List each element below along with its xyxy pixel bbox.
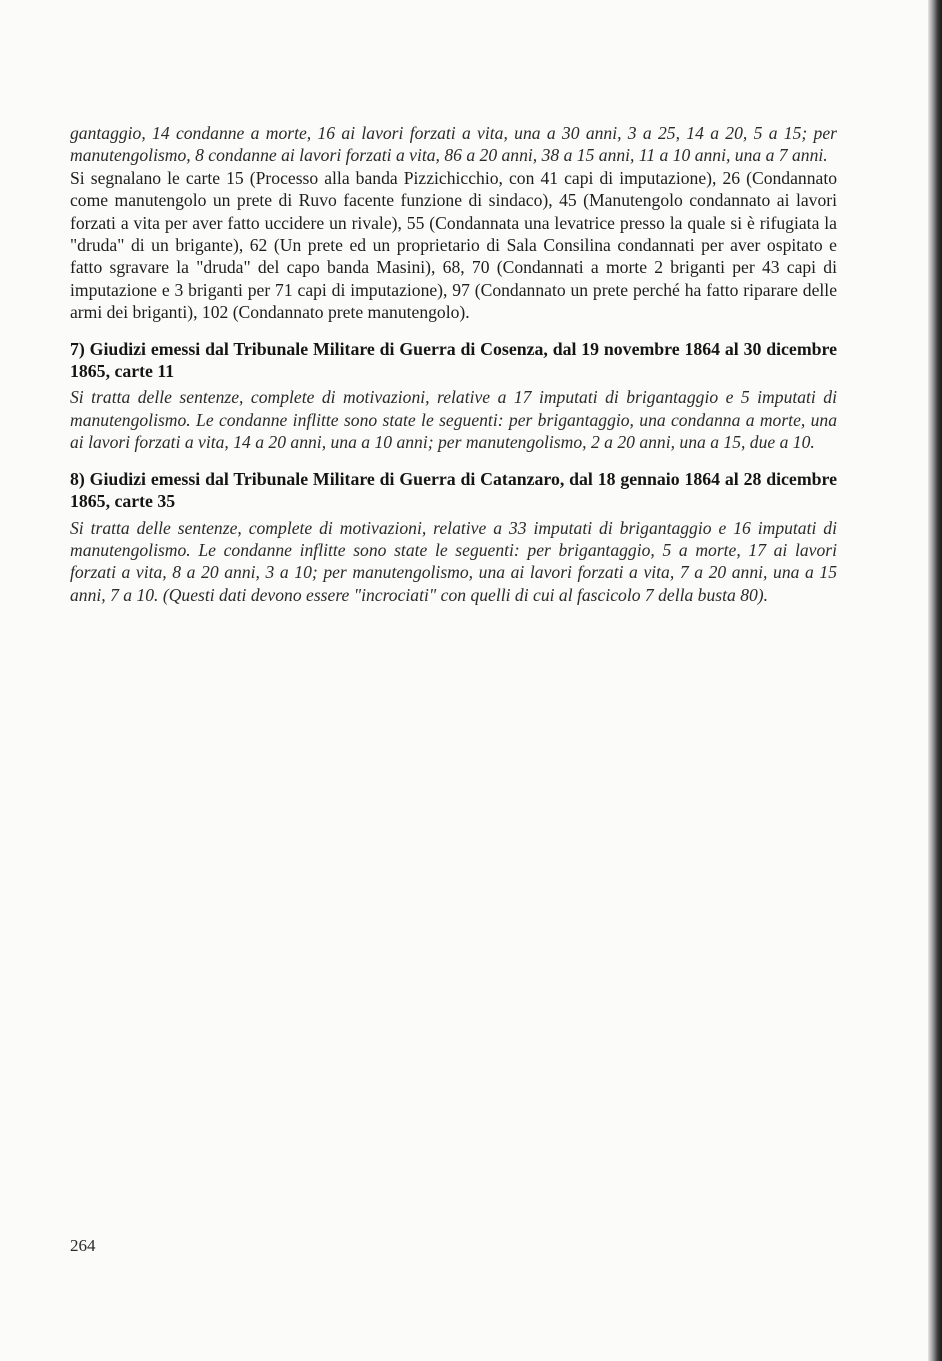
section-7-heading: 7) Giudizi emessi dal Tribunale Militare di Guerra di Cosenza, dal 19 novembre 1864 al 30 dicembre 1865, carte 11 xyxy=(70,338,837,382)
page-number: 264 xyxy=(70,1236,96,1255)
intro-italic-paragraph: gantaggio, 14 condanne a morte, 16 ai lavori forzati a vita, una a 30 anni, 3 a 25, 14 a 20, 5 a 15; per manutengolismo, 8 condanne ai lavori forzati a vita, 86 a 20 anni, 38 a 15 anni, 11 a 10 anni, una a 7 anni. xyxy=(70,123,837,166)
page-body xyxy=(70,122,837,606)
book-binding-edge xyxy=(928,0,942,1361)
section-8-heading: 8) Giudizi emessi dal Tribunale Militare di Guerra di Catanzaro, dal 18 gennaio 1864 al 28 dicembre 1865, carte 35 xyxy=(70,468,837,512)
section-7-body: Si tratta delle sentenze, complete di motivazioni, relative a 17 imputati di brigantaggio e 5 imputati di manutengolismo. Le condanne inflitte sono state le seguenti: per brigantaggio, una condanna a morte, una ai lavori forzati a vita, 14 a 20 anni, una a 10 anni; per manutengolismo, 2 a 20 anni, una a 15, due a 10. xyxy=(70,387,837,453)
intro-notes-paragraph: Si segnalano le carte 15 (Processo alla banda Pizzichicchio, con 41 capi di imputazione), 26 (Condannato come manutengolo un prete di Ruvo facente funzione di sindaco), 45 (Manutengolo condannato ai lavori forzati a vita per aver fatto uccidere un rivale), 55 (Condannata una levatrice presso la quale si è rifugiata la "druda" di un brigante), 62 (Un prete ed un proprietario di Sala Consilina condannati per aver ospitato e fatto sgravare la "druda" del capo banda Masini), 68, 70 (Condannati a morte 2 briganti per 43 capi di imputazione e 3 briganti per 71 capi di imputazione), 97 (Condannato un prete perché ha fatto riparare delle armi dei briganti), 102 (Condannato prete manutengolo). xyxy=(70,167,837,323)
section-8-body: Si tratta delle sentenze, complete di motivazioni, relative a 33 imputati di brigantaggio e 16 imputati di manutengolismo. Le condanne inflitte sono state le seguenti: per brigantaggio, 5 a morte, 17 ai lavori forzati a vita, 8 a 20 anni, 3 a 10; per manutengolismo, una ai lavori forzati a vita, 7 a 20 anni, una a 15 anni, 7 a 10. (Questi dati devono essere "incrociati" con quelli di cui al fascicolo 7 della busta 80). xyxy=(70,517,837,605)
